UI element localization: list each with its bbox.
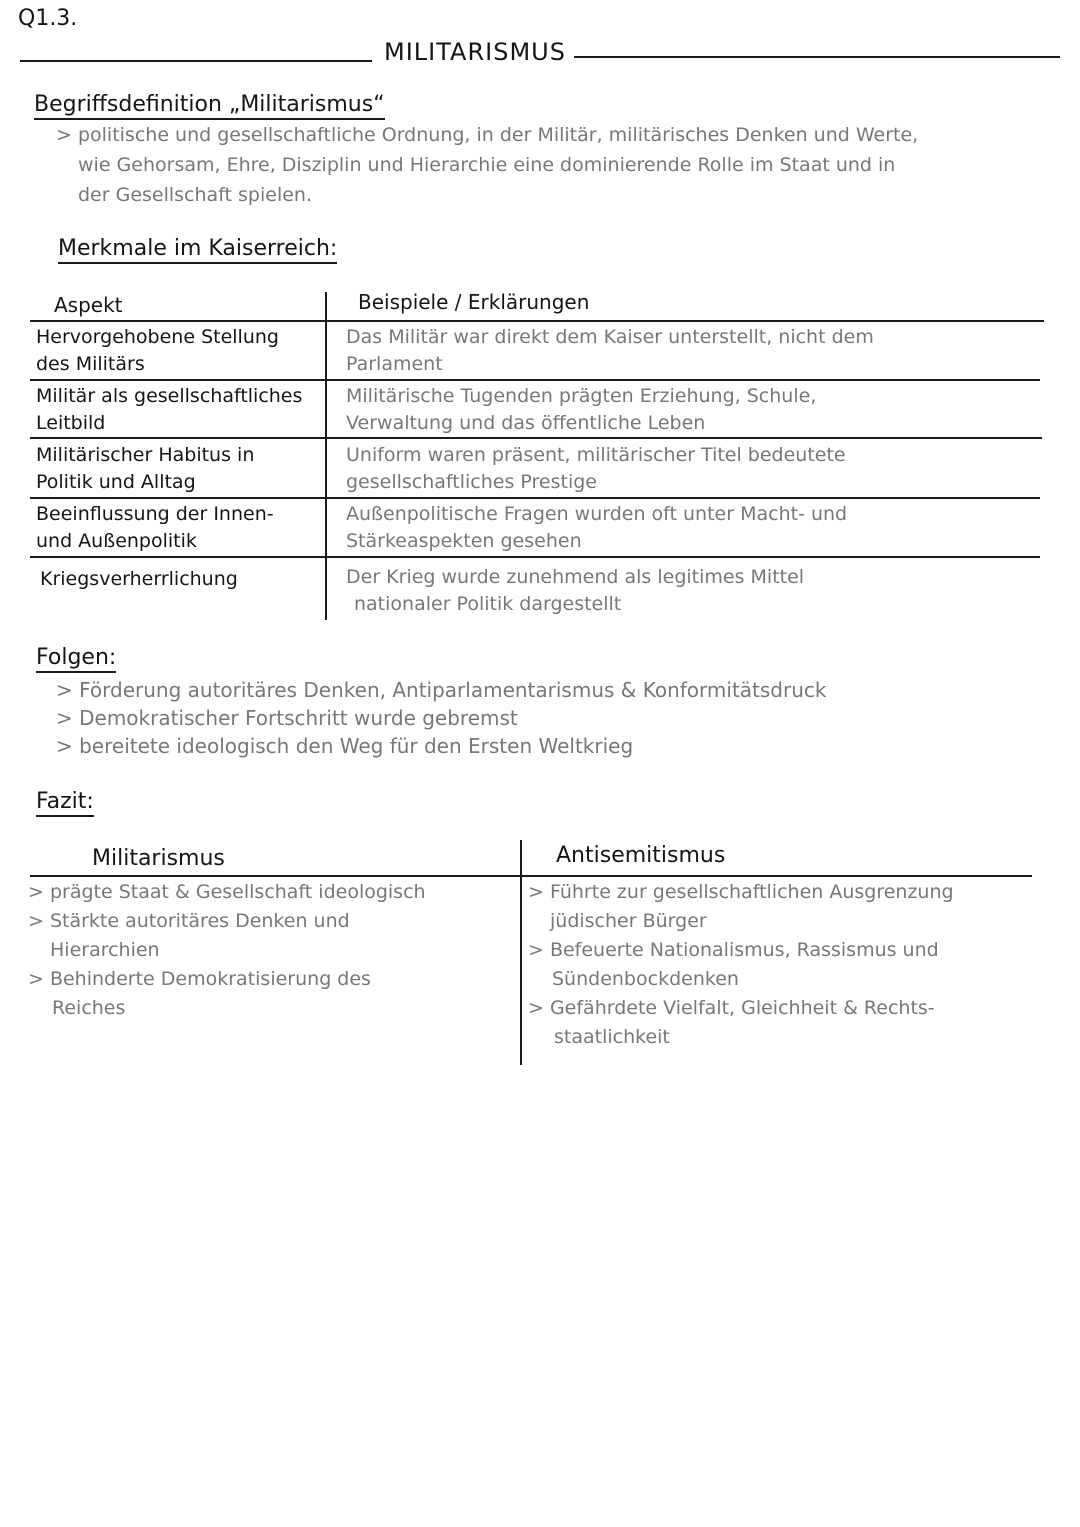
list-item: Sündenbockdenken xyxy=(552,968,739,990)
table-row-example xyxy=(346,324,1046,378)
list-item: > Behinderte Demokratisierung des xyxy=(28,968,371,990)
list-item: > prägte Staat & Gesellschaft ideologisch xyxy=(28,881,426,903)
list-item: > Stärkte autoritäres Denken und xyxy=(28,910,350,932)
list-item: > Förderung autoritäres Denken, Antiparlamentarismus & Konformitätsdruck xyxy=(56,678,827,702)
example-line: Uniform waren präsent, militärischer Titel bedeutete xyxy=(346,444,846,466)
table-row-example xyxy=(346,564,1046,618)
column-header-examples: Beispiele / Erklärungen xyxy=(358,290,590,314)
example-line: Militärische Tugenden prägten Erziehung, Schule, xyxy=(346,385,817,407)
example-line: Das Militär war direkt dem Kaiser unterstellt, nicht dem xyxy=(346,326,874,348)
list-item: jüdischer Bürger xyxy=(550,910,707,932)
list-item: > Befeuerte Nationalismus, Rassismus und xyxy=(528,939,939,961)
table-row-aspect xyxy=(36,383,326,437)
definition-line: > politische und gesellschaftliche Ordnung, in der Militär, militärisches Denken und Werte, xyxy=(56,124,919,146)
consequences-list xyxy=(56,676,1066,760)
conclusion-right-list xyxy=(528,878,1068,1052)
list-item: > Gefährdete Vielfalt, Gleichheit & Rechts- xyxy=(528,997,935,1019)
title-rule-right xyxy=(574,56,1060,58)
consequences-heading xyxy=(36,645,116,670)
example-line: Außenpolitische Fragen wurden oft unter Macht- und xyxy=(346,503,848,525)
features-heading xyxy=(58,236,337,261)
aspect-line: Hervorgehobene Stellung xyxy=(36,326,279,348)
definition-heading-text: Begriffsdefinition „Militarismus“ xyxy=(34,92,385,120)
aspect-line: Kriegsverherrlichung xyxy=(40,568,238,590)
aspect-line: des Militärs xyxy=(36,353,145,375)
list-item: Hierarchien xyxy=(50,939,160,961)
example-line: Parlament xyxy=(346,353,443,375)
list-item: staatlichkeit xyxy=(554,1026,670,1048)
features-heading-text: Merkmale im Kaiserreich: xyxy=(58,236,337,264)
page-number: Q1.3. xyxy=(18,6,78,31)
column-header-aspect: Aspekt xyxy=(54,293,123,317)
table-rule xyxy=(30,556,1040,558)
aspect-line: Militärischer Habitus in xyxy=(36,444,255,466)
aspect-line: Leitbild xyxy=(36,412,106,434)
conclusion-rule xyxy=(30,875,1032,877)
example-line: Stärkeaspekten gesehen xyxy=(346,530,582,552)
definition-line: wie Gehorsam, Ehre, Disziplin und Hierarchie eine dominierende Rolle im Staat und in xyxy=(78,154,896,176)
list-item: > bereitete ideologisch den Weg für den Ersten Weltkrieg xyxy=(56,734,634,758)
table-rule xyxy=(30,379,1040,381)
list-item: > Führte zur gesellschaftlichen Ausgrenzung xyxy=(528,881,954,903)
conclusion-heading-text: Fazit: xyxy=(36,789,94,817)
definition-line: der Gesellschaft spielen. xyxy=(78,184,313,206)
aspect-line: Beeinflussung der Innen- xyxy=(36,503,274,525)
conclusion-right-title: Antisemitismus xyxy=(556,843,726,868)
consequences-heading-text: Folgen: xyxy=(36,645,116,673)
table-row-aspect xyxy=(36,501,326,555)
table-row-aspect xyxy=(36,442,326,496)
aspect-line: und Außenpolitik xyxy=(36,530,197,552)
table-rule xyxy=(30,437,1042,439)
page-title: MILITARISMUS xyxy=(384,38,566,66)
title-rule-left xyxy=(20,60,372,62)
conclusion-divider-vertical xyxy=(520,840,522,1065)
table-row-example xyxy=(346,501,1066,555)
list-item: > Demokratischer Fortschritt wurde gebremst xyxy=(56,706,518,730)
table-rule xyxy=(30,497,1040,499)
aspect-line: Militär als gesellschaftliches xyxy=(36,385,303,407)
conclusion-left-title: Militarismus xyxy=(92,846,225,871)
conclusion-heading xyxy=(36,789,94,814)
list-item: Reiches xyxy=(52,997,126,1019)
example-line: nationaler Politik dargestellt xyxy=(354,593,622,615)
definition-text xyxy=(56,120,1066,210)
table-row-aspect xyxy=(40,566,330,593)
example-line: Der Krieg wurde zunehmend als legitimes Mittel xyxy=(346,566,805,588)
table-row-aspect xyxy=(36,324,326,378)
table-row-example xyxy=(346,442,1046,496)
example-line: Verwaltung und das öffentliche Leben xyxy=(346,412,706,434)
example-line: gesellschaftliches Prestige xyxy=(346,471,597,493)
definition-heading xyxy=(34,92,385,117)
table-rule xyxy=(30,320,1044,322)
conclusion-left-list xyxy=(28,878,518,1023)
aspect-line: Politik und Alltag xyxy=(36,471,196,493)
table-row-example xyxy=(346,383,1046,437)
